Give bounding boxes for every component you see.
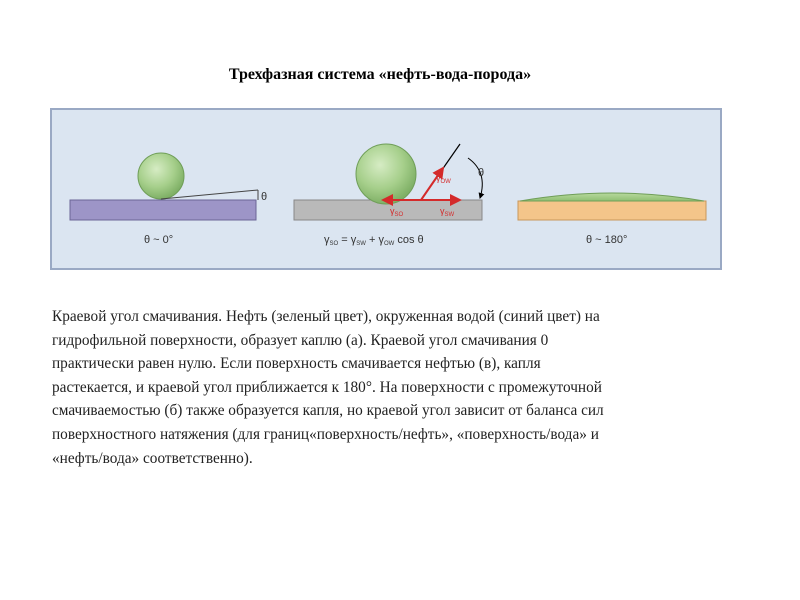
label-gamma-so: $\gamma_{SO}$: [390, 206, 404, 218]
slide-title: Трехфазная система «нефть-вода-порода»: [228, 66, 532, 83]
caption-line: поверхностного натяжения (для границ«поверхность/нефть», «поверхность/вода» и: [52, 425, 599, 443]
caption-line: смачиваемостью (б) также образуется капля, но краевой угол зависит от баланса сил: [52, 402, 604, 420]
label-gamma-ow: $\gamma_{OW}$: [436, 173, 451, 185]
oil-drop-a: [138, 153, 184, 199]
label-gamma-sw: $\gamma_{SW}$: [440, 206, 455, 218]
caption-line: практически равен нулю. Если поверхность смачивается нефтью (в), капля: [52, 355, 541, 373]
surface-c: [518, 201, 706, 220]
young-equation: γSO = γSW + γOW cos θ: [324, 234, 424, 247]
oil-drop-b: [356, 144, 416, 204]
angle-label-c: θ ~ 180°: [586, 234, 628, 246]
angle-label-a: θ ~ 0°: [144, 234, 174, 246]
oil-film-c: [520, 193, 704, 201]
panel-b: [294, 144, 484, 247]
caption-text: [52, 305, 772, 470]
caption-line: Краевой угол смачивания. Нефть (зеленый цвет), окруженная водой (синий цвет) на: [52, 308, 600, 325]
caption-line: «нефть/вода» соответственно).: [52, 449, 253, 467]
caption-line: гидрофильной поверхности, образует каплю (а). Краевой угол смачивания 0: [52, 331, 549, 349]
surface-a: [70, 200, 256, 220]
contact-angle-diagram: [52, 110, 724, 272]
contact-angle-figure: [50, 108, 722, 270]
caption-line: растекается, и краевой угол приближается к 180°. На поверхности с промежуточной: [52, 378, 602, 396]
panel-a: [70, 153, 267, 246]
theta-symbol-b: θ: [478, 167, 485, 179]
panel-c: [518, 193, 706, 246]
theta-symbol-a: θ: [261, 191, 268, 203]
